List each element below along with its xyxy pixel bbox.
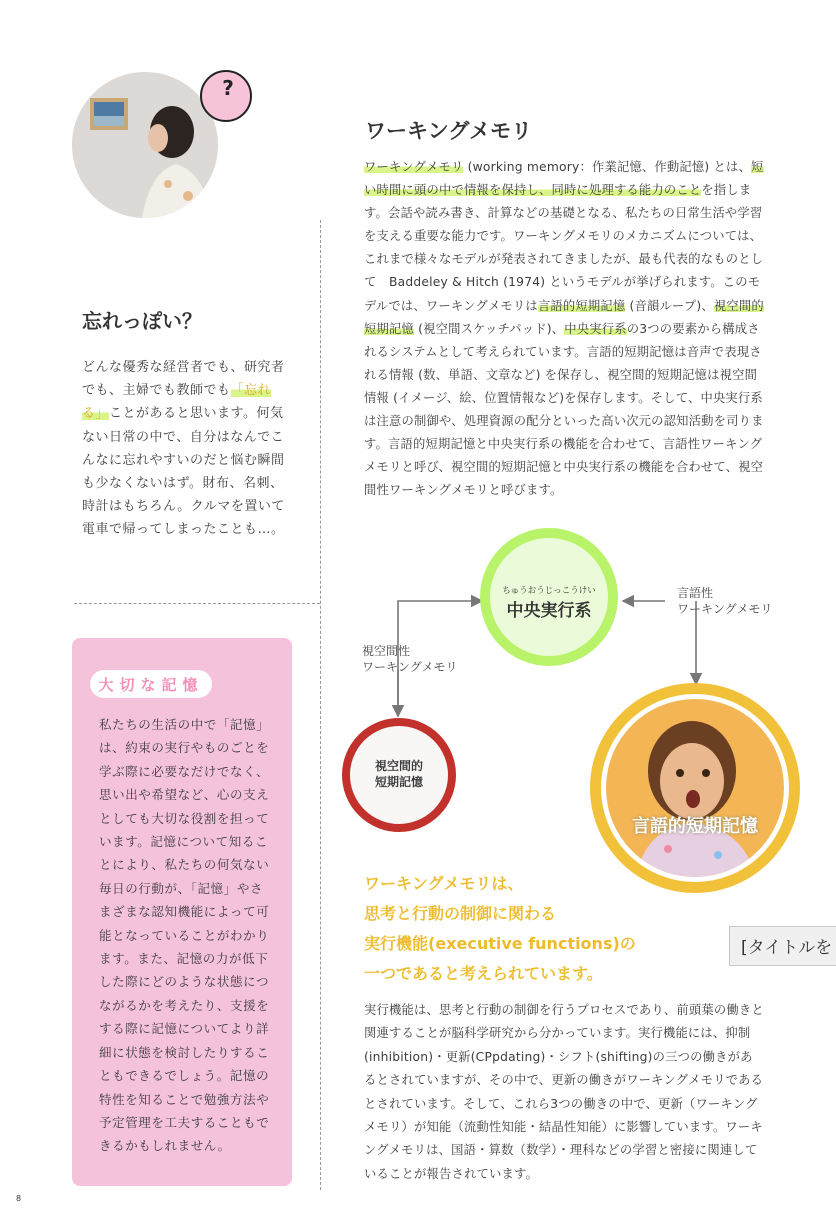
forget-quote: 「忘れる」 [82, 383, 272, 422]
highlight-visuospatial-stm: 視空間的短期記憶 [364, 298, 764, 336]
visuospatial-stm-label: 視空間的 短期記憶 [374, 759, 423, 789]
key-message: ワーキングメモリは、 思考と行動の制御に関わる 実行機能(executive functions)の 一つであると考えられています。 [364, 874, 636, 983]
title-placeholder-text: [タイトルを [741, 938, 833, 958]
highlight-verbal-stm: 言語的短期記憶 [537, 298, 626, 313]
spatial-wm-label: 視空間性 ワーキングメモリ [362, 644, 458, 674]
section-divider [74, 603, 320, 604]
column-divider [320, 220, 321, 1190]
forget-paragraph: どんな優秀な経営者でも、研究者でも、主婦でも教師でも「忘れる」ことがあると思います。何気ない日常の中で、自分はなんでこんなに忘れやすいのだと悩む瞬間も少なくないはず。財布、名刺、時計はもちろん。クルマを置いて電車で帰ってしまったことも…。 [82, 360, 285, 538]
important-memory-text: 私たちの生活の中で「記憶」は、約束の実行やものごとを学ぶ際に必要なだけでなく、思い出や希望など、心の支えとしても大切な役割を担っています。記憶について知ることにより、私たちの何気ない毎日の行動が、「記憶」やさまざまな認知機能によって可能となっていることがわかります。また、記憶の力が低下した際にどのような状態につながるかを考えたり、支援をする際に記憶についてより詳細に状態を検討したりすることもできるでしょう。記憶の特性を知ることで勉強方法や予定管理を工夫することもできるかもしれません。 [99, 717, 270, 1154]
forget-heading: 忘れっぽい？ [82, 309, 202, 333]
central-executive-ruby: ちゅうおうじっこうけい [502, 586, 596, 596]
highlight-working-memory: ワーキングメモリ [364, 160, 464, 174]
important-memory-badge-label: 大切な記憶 [98, 676, 204, 694]
page-number: 8 [16, 1194, 22, 1203]
working-memory-heading: ワーキングメモリ [365, 119, 533, 143]
verbal-stm-label: 言語的短期記憶 [632, 816, 758, 837]
verbal-wm-label: 言語性 ワーキングメモリ [677, 586, 773, 616]
question-mark-text: ? [222, 76, 234, 100]
central-executive-label: 中央実行系 [506, 601, 592, 621]
woman-looking-at-picture-photo [72, 72, 218, 218]
executive-function-paragraph: 実行機能は、思考と行動の制御を行うプロセスであり、前頭葉の働きと関連することが脳科学研究から分かっています。実行機能には、抑制(inhibition)・更新(CPpdating)・シフト(shifting)の三つの働きがあるとされていますが、その中で、更新の働きがワーキングメモリであるとされています。そして、これら3つの働きの中で、更新（ワーキングメモリ）が知能（流動性知能・結晶性知能）に影響しています。ワーキングメモリは、国語・算数（数学）・理科などの学習と密接に関連していることが報告されています。 [364, 1003, 764, 1181]
highlight-definition: 短い時間に頭の中で情報を保持し、同時に処理する能力のこと [364, 160, 764, 198]
highlight-central-executive: 中央実行系 [564, 321, 627, 336]
working-memory-paragraph: ワーキングメモリ (working memory：作業記憶、作動記憶) とは、短い時間に頭の中で情報を保持し、同時に処理する能力のことを指します。会話や読み書き、計算などの基礎となる、私たちの日常生活や学習を支える重要な能力です。ワーキングメモリのメカニズムについては、これまで様々なモデルが発表されてきましたが、最も代表的なものとして Baddeley & Hitch (1974) というモデルが挙げられます。このモデルでは、ワーキングメモリは言語的短期記憶 (音韻ループ)、視空間的短期記憶 (視空間スケッチパッド)、中央実行系の3つの要素から構成されるシステムとして考えられています。言語的短期記憶は音声で表現される情報 (数、単語、文章など) を保存し、視空間的短期記憶は視空間情報 (イメージ、絵、位置情報など)を保存します。そして、中央実行系は注意の制御や、処理資源の配分といった高い次元の認知活動を司ります。言語的短期記憶と中央実行系の機能を合わせて、言語性ワーキングメモリと呼び、視空間的短期記憶と中央実行系の機能を合わせて、視空間性ワーキングメモリと呼びます。 [364, 160, 764, 498]
girl-photo [606, 699, 784, 877]
